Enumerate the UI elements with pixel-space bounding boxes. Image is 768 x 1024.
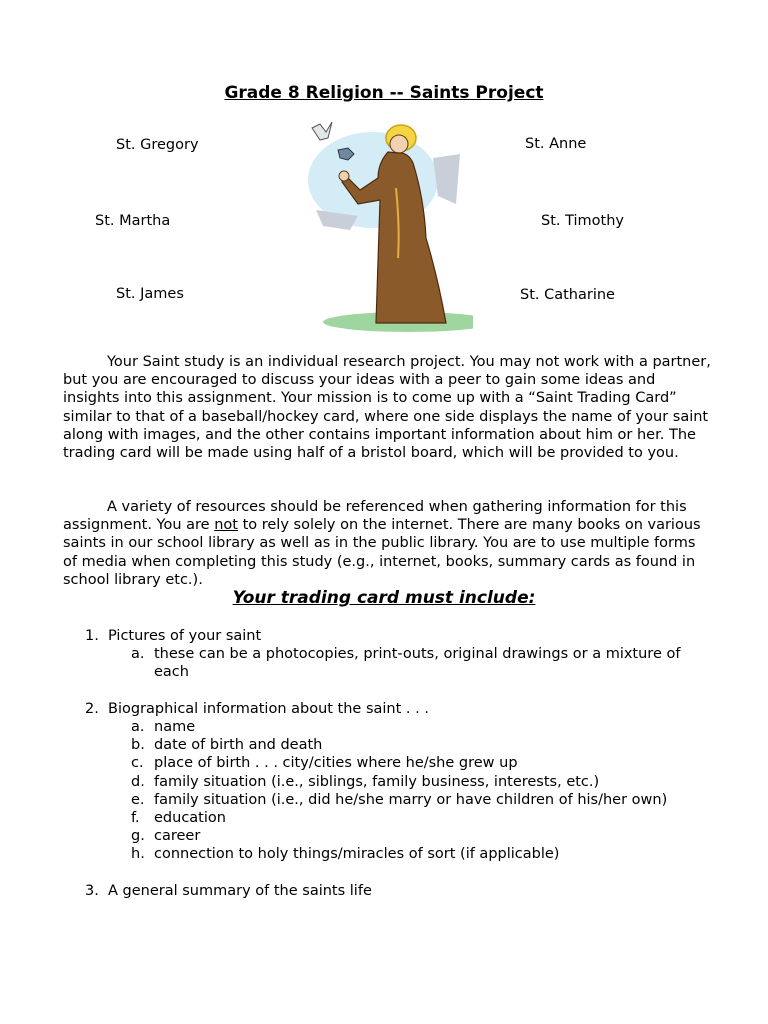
sub-list-item: c. place of birth . . . city/cities where he/she grew up [131, 755, 518, 772]
saint-gregory: St. Gregory [116, 137, 199, 153]
bird [312, 122, 332, 140]
saint-james: St. James [116, 286, 184, 302]
intro-paragraph-1: Your Saint study is an individual research project. You may not work with a partner, but you are encouraged to discuss your ideas with a peer to gain some ideas and insights into this assignment. Your mission is to come up with a “Saint Trading Card” similar to that of a baseball/hockey card, where one side displays the name of your saint along with images, and the other contains important information about him or her. The trading card will be made using half of a bristol board, which will be provided to you. [63, 354, 711, 462]
list-item: 3. A general summary of the saints life [85, 882, 372, 899]
head [390, 135, 408, 153]
sub-list-item: a. these can be a photocopies, print-outs, original drawings or a mixture of each [131, 646, 681, 681]
sub-list-item: e. family situation (i.e., did he/she marry or have children of his/her own) [131, 791, 668, 808]
sub-list-item: d. family situation (i.e., siblings, family business, interests, etc.) [131, 773, 600, 790]
requirements-list [63, 627, 713, 900]
sub-list-item: g. career [131, 828, 201, 845]
light-shard [433, 154, 460, 204]
sub-list-item: b. date of birth and death [131, 737, 323, 754]
saint-timothy: St. Timothy [541, 213, 624, 229]
section-heading: Your trading card must include: [232, 588, 536, 608]
hand [339, 171, 349, 181]
sub-list-item: h. connection to holy things/miracles of sort (if applicable) [131, 846, 560, 863]
saint-anne: St. Anne [525, 136, 587, 152]
saint-catharine: St. Catharine [520, 287, 615, 303]
saint-martha: St. Martha [95, 213, 171, 229]
emphasis-not: not [214, 517, 238, 534]
list-item: 2. Biographical information about the saint . . . [85, 700, 429, 717]
sub-list-item: a. name [131, 719, 196, 735]
sub-list-item: f. education [131, 810, 226, 827]
list-item: 1. Pictures of your saint [85, 628, 262, 644]
saint-clipart-illustration [298, 118, 473, 338]
intro-paragraph-2: A variety of resources should be referenced when gathering information for this assignment. You are not to rely solely on the internet. There are many books on various saints in our school library as well as in the public library. You are to use multiple forms of media when completing this study (e.g., internet, books, summary cards as found in school library etc.). [63, 499, 701, 588]
page-title: Grade 8 Religion -- Saints Project [224, 83, 544, 103]
